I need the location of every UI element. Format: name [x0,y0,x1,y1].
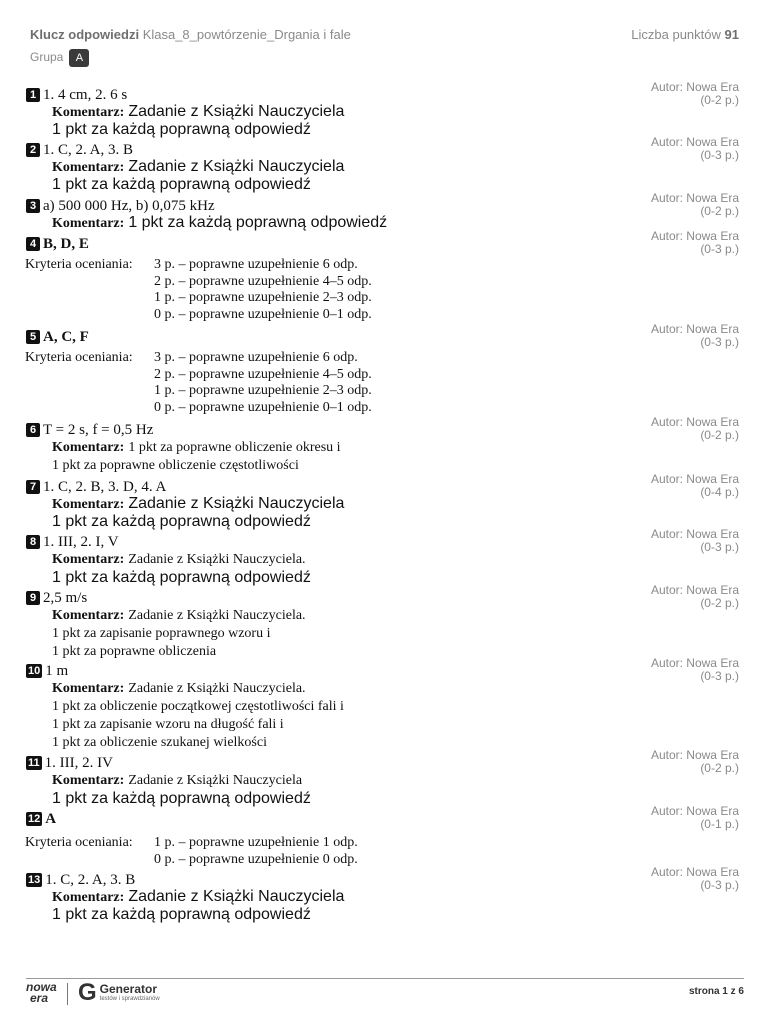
question-number: 9 [26,591,40,605]
answer: 1 m [45,662,69,679]
question-number: 10 [28,665,41,677]
question-number: 2 [26,143,40,157]
question-meta: Autor: Nowa Era (0-3 p.) [650,656,739,683]
grading-criteria: Kryteria oceniania: 1 p. – poprawne uzupełnienie 1 odp. 0 p. – poprawne uzupełnienie 0 odp. [25,835,358,867]
question-11: 11 1. III, 2. IV Autor: Nowa Era (0-2 p.) Komentarz: Zadanie z Książki Nauczyciela 1 pkt za każdą poprawną odpowiedź [28,748,739,807]
generator-subtitle: testów i sprawdzianów [99,996,160,1002]
footer-divider [26,978,744,979]
question-13: 13 1. C, 2. A, 3. B Autor: Nowa Era (0-3 p.) Komentarz: Zadanie z Książki Nauczyciela 1 pkt za każdą poprawną odpowiedź [28,865,739,923]
answer: 1. C, 2. A, 3. B [45,871,136,888]
question-meta: Autor: Nowa Era (0-3 p.) [650,229,739,256]
question-4 [25,229,739,323]
question-2: 2 1. C, 2. A, 3. B Autor: Nowa Era (0-3 p.) Komentarz: Zadanie z Książki Nauczyciela 1 pkt za każdą poprawną odpowiedź [26,142,739,194]
question-meta: Autor: Nowa Era (0-2 p.) [650,748,739,775]
question-meta: Autor: Nowa Era (0-2 p.) [650,80,739,107]
question-12 [25,804,739,868]
question-meta: Autor: Nowa Era (0-3 p.) [650,865,739,892]
grading-criteria: Kryteria oceniania: 3 p. – poprawne uzupełnienie 6 odp. 2 p. – poprawne uzupełnienie 4–5 odp. 1 p. – poprawne uzupełnienie 2–3 odp. 0 p. – poprawne uzupełnienie 0–1 odp. [25,257,372,322]
answer: A [45,810,57,827]
question-8: 8 1. III, 2. I, V Autor: Nowa Era (0-3 p.) Komentarz: Zadanie z Książki Nauczyciela. 1 pkt za każdą poprawną odpowiedź [26,534,739,587]
question-number: 3 [26,199,40,213]
question-meta: Autor: Nowa Era (0-2 p.) [650,415,739,442]
answer: T = 2 s, f = 0,5 Hz [43,421,154,438]
generator-g-icon: G [78,979,97,1006]
question-7: 7 1. C, 2. B, 3. D, 4. A Autor: Nowa Era (0-4 p.) Komentarz: Zadanie z Książki Nauczyciela 1 pkt za każdą poprawną odpowiedź [26,479,739,531]
question-meta: Autor: Nowa Era (0-1 p.) [650,804,739,831]
question-number: 13 [28,874,41,886]
question-meta: Autor: Nowa Era (0-3 p.) [650,135,739,162]
question-meta: Autor: Nowa Era (0-4 p.) [650,472,739,499]
question-meta: Autor: Nowa Era (0-2 p.) [650,191,739,218]
answer: a) 500 000 Hz, b) 0,075 kHz [43,197,215,214]
grading-criteria: Kryteria oceniania: 3 p. – poprawne uzupełnienie 6 odp. 2 p. – poprawne uzupełnienie 4–5 odp. 1 p. – poprawne uzupełnienie 2–3 odp. 0 p. – poprawne uzupełnienie 0–1 odp. [25,350,372,415]
question-number: 5 [26,330,40,344]
question-number: 4 [26,237,40,251]
answer: 1. C, 2. A, 3. B [43,141,134,158]
answer: 1. 4 cm, 2. 6 s [43,86,128,103]
answer: B, D, E [43,235,89,252]
document-title: Klucz odpowiedzi Klasa_8_powtórzenie_Drgania i fale [30,27,351,42]
question-meta: Autor: Nowa Era (0-3 p.) [650,527,739,554]
question-number: 8 [26,535,40,549]
question-1: 1 1. 4 cm, 2. 6 s Autor: Nowa Era (0-2 p.) Komentarz: Zadanie z Książki Nauczyciela 1 pkt za każdą poprawną odpowiedź [26,87,739,139]
page-number: strona 1 z 6 [688,986,744,997]
question-10: 10 1 m Autor: Nowa Era (0-3 p.) Komentarz: Zadanie z Książki Nauczyciela. 1 pkt za obliczenie początkowej częstotliwości fali i 1 pkt za zapisanie wzoru na długość fali i 1 pkt za obliczenie szukanej wielkości [28,656,739,750]
generator-logo [78,981,160,1005]
question-meta: Autor: Nowa Era (0-2 p.) [650,583,739,610]
question-number: 11 [28,757,40,769]
question-meta: Autor: Nowa Era (0-3 p.) [650,322,739,349]
nowa-era-logo: nowa era [26,980,57,1005]
question-number: 6 [26,423,40,437]
answer: 1. III, 2. IV [44,754,113,771]
group-info: Grupa A [30,49,89,67]
answer: 1. III, 2. I, V [43,533,119,550]
question-number: 1 [26,88,40,102]
generator-title: Generator [99,982,158,996]
answer: 1. C, 2. B, 3. D, 4. A [43,478,167,495]
question-number: 12 [28,813,41,825]
group-badge: A [69,49,89,67]
question-9: 9 2,5 m/s Autor: Nowa Era (0-2 p.) Komentarz: Zadanie z Książki Nauczyciela. 1 pkt za zapisanie poprawnego wzoru i 1 pkt za poprawne obliczenia [26,590,739,661]
points-total: Liczba punktów 91 [631,27,739,42]
question-3: 3 a) 500 000 Hz, b) 0,075 kHz Autor: Nowa Era (0-2 p.) Komentarz: 1 pkt za każdą poprawną odpowiedź [26,198,739,232]
logo-separator [67,983,68,1005]
question-number: 7 [26,480,40,494]
page-header [30,26,739,68]
question-6: 6 T = 2 s, f = 0,5 Hz Autor: Nowa Era (0-2 p.) Komentarz: 1 pkt za poprawne obliczenie okresu i 1 pkt za poprawne obliczenie częstotliwości [26,422,739,475]
question-5 [25,322,739,416]
answer: A, C, F [43,328,89,345]
answer: 2,5 m/s [43,589,88,606]
